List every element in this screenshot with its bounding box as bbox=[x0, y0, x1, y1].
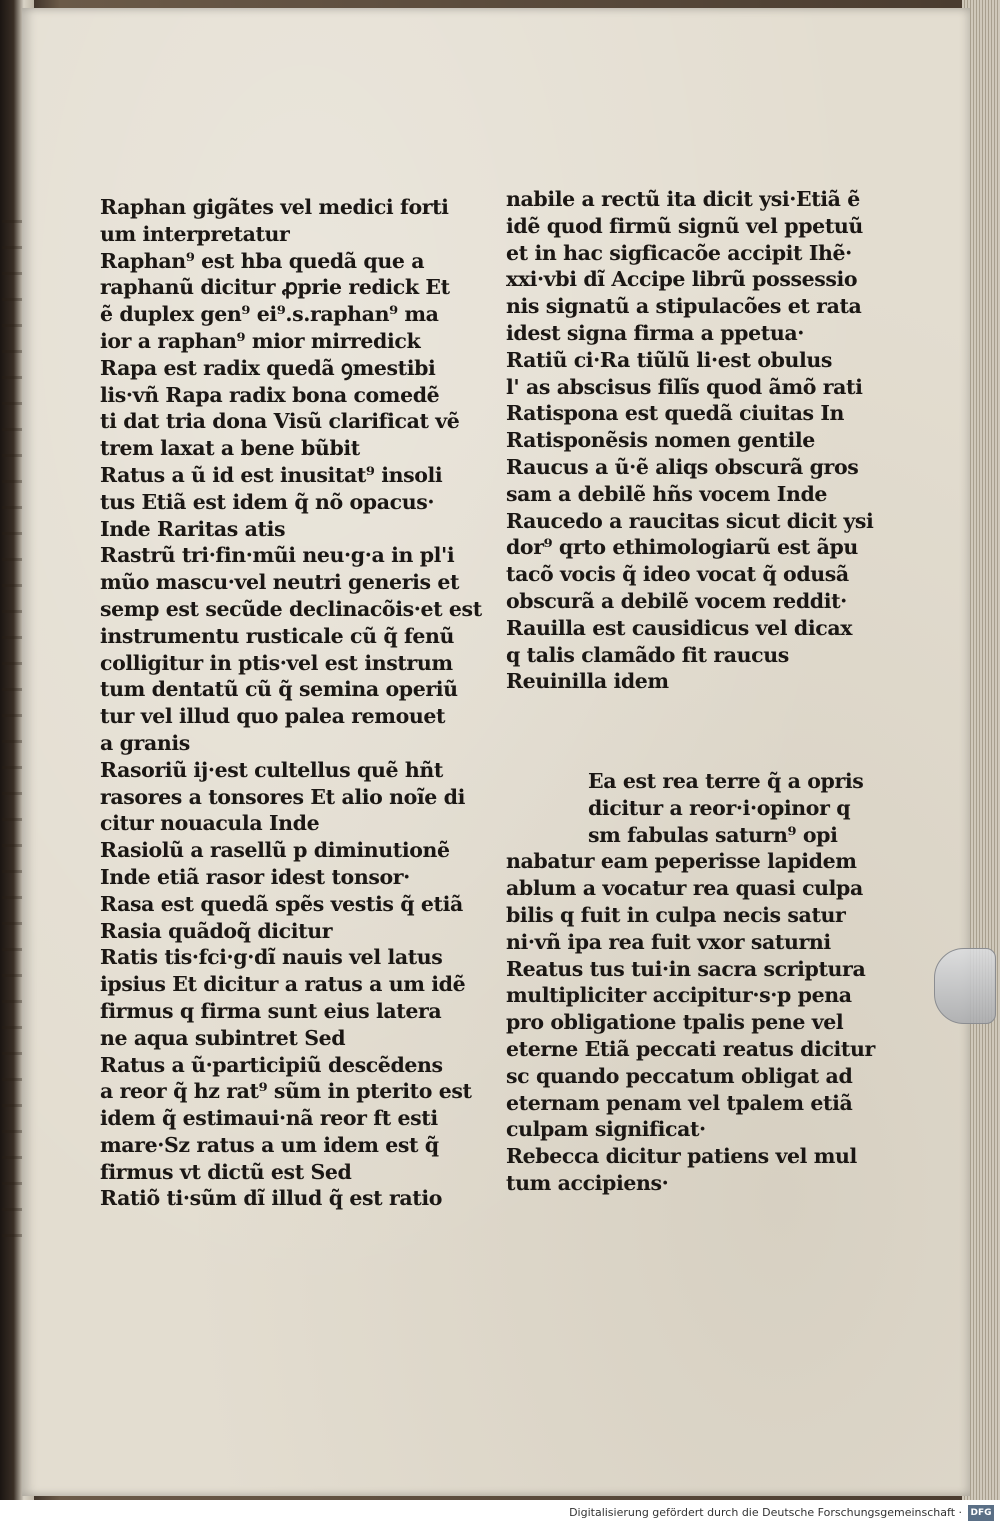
text-line: a granis bbox=[100, 730, 190, 755]
text-line: Rapa est radix quedã ꝯmestibi bbox=[100, 355, 436, 380]
text-line: nabatur eam peperisse lapidem bbox=[506, 849, 857, 874]
text-line: Rasoriũ ij·est cultellus quẽ hñt bbox=[100, 757, 443, 782]
page-clip bbox=[934, 948, 996, 1024]
left-text-column bbox=[100, 194, 482, 1212]
text-line: Ratus a ũ·participiũ descẽdens bbox=[100, 1052, 443, 1077]
text-line: ne aqua subintret Sed bbox=[100, 1025, 346, 1050]
text-line: bilis q fuit in culpa necis satur bbox=[506, 902, 846, 927]
footer-bar bbox=[0, 1500, 1000, 1527]
text-line: tus Etiã est idem q̃ nõ opacus· bbox=[100, 489, 435, 514]
text-line: Rastrũ tri·fin·mũi neu·g·a in pl'i bbox=[100, 543, 455, 568]
text-line: Rebecca dicitur patiens vel mul bbox=[506, 1144, 857, 1169]
text-line: tur vel illud quo palea remouet bbox=[100, 704, 446, 729]
text-line: tum accipiens· bbox=[506, 1170, 669, 1195]
text-line: firmus q firma sunt eius latera bbox=[100, 998, 442, 1023]
text-line: a reor q̃ hz rat⁹ sũm in pterito est bbox=[100, 1079, 472, 1104]
text-line: ti dat tria dona Visũ clarificat vẽ bbox=[100, 409, 460, 434]
text-line: Ratiũ ci·Ra tiũlũ li·est obulus bbox=[506, 347, 833, 372]
text-line: ipsius Et dicitur a ratus a um idẽ bbox=[100, 972, 466, 997]
text-line: rasores a tonsores Et alio noĩe di bbox=[100, 784, 465, 809]
facing-page-text-bleed bbox=[2, 220, 24, 1240]
text-line: tacõ vocis q̃ ideo vocat q̃ odusã bbox=[506, 562, 849, 587]
text-line: um interpretatur bbox=[100, 221, 290, 246]
footer-credit: Digitalisierung gefördert durch die Deutsche Forschungsgemeinschaft · bbox=[569, 1506, 962, 1519]
text-line: trem laxat a bene bũbit bbox=[100, 436, 360, 461]
text-line: l' as abscisus filĩs quod ãmõ rati bbox=[506, 374, 863, 399]
text-line: culpam significat· bbox=[506, 1117, 706, 1142]
text-line: eterne Etiã peccati reatus dicitur bbox=[506, 1036, 875, 1061]
text-line: semp est secũde declinacõis·et est bbox=[100, 596, 482, 621]
text-line: Reuinilla idem bbox=[506, 669, 669, 694]
text-line: dor⁹ qrto ethimologiarũ est ãpu bbox=[506, 535, 858, 560]
text-line: instrumentu rusticale cũ q̃ fenũ bbox=[100, 623, 455, 648]
text-line: Raucedo a raucitas sicut dicit ysi bbox=[506, 508, 874, 533]
text-line: mare·Sz ratus a um idem est q̃ bbox=[100, 1132, 439, 1157]
text-line: xxi·vbi dĩ Accipe librũ possessio bbox=[506, 267, 858, 292]
text-line: obscurã a debilẽ vocem reddit· bbox=[506, 588, 847, 613]
text-line: Reatus tus tui·in sacra scriptura bbox=[506, 956, 866, 981]
text-line: lis·vñ Rapa radix bona comedẽ bbox=[100, 382, 440, 407]
text-line: Rauilla est causidicus vel dicax bbox=[506, 615, 853, 640]
text-line: Raphan⁹ est hba quedã que a bbox=[100, 248, 425, 273]
text-line: q talis clamãdo fit raucus bbox=[506, 642, 789, 667]
text-line: idẽ quod firmũ signũ vel ppetuũ bbox=[506, 213, 863, 238]
text-line: idest signa firma a ppetua· bbox=[506, 320, 804, 345]
text-line: Raucus a ũ·ẽ aliqs obscurã gros bbox=[506, 454, 859, 479]
text-line: et in hac sigficacõe accipit Ihẽ· bbox=[506, 240, 852, 265]
text-line: ablum a vocatur rea quasi culpa bbox=[506, 876, 863, 901]
text-line: Inde etiã rasor idest tonsor· bbox=[100, 864, 410, 889]
text-line: sc quando peccatum obligat ad bbox=[506, 1063, 853, 1088]
text-line: Rasa est quedã spẽs vestis q̃ etiã bbox=[100, 891, 463, 916]
text-line: colligitur in ptis·vel est instrum bbox=[100, 650, 453, 675]
text-line: Rasia quãdoq̃ dicitur bbox=[100, 918, 333, 943]
text-line: nis signatũ a stipulacões et rata bbox=[506, 294, 862, 319]
text-line: idem q̃ estimaui·nã reor ft esti bbox=[100, 1106, 438, 1131]
text-line: ẽ duplex gen⁹ ei⁹.s.raphan⁹ ma bbox=[100, 302, 439, 327]
text-line: pro obligatione tpalis pene vel bbox=[506, 1010, 844, 1035]
text-line: raphanũ dicitur ꝓprie redick Et bbox=[100, 275, 450, 300]
text-line: Ratus a ũ id est inusitat⁹ insoli bbox=[100, 462, 443, 487]
book-page bbox=[22, 8, 970, 1496]
text-line: Ea est rea terre q̃ a opris bbox=[588, 769, 864, 793]
text-line: Ratispona est quedã ciuitas In bbox=[506, 401, 845, 426]
text-line: dicitur a reor·i·opinor q bbox=[588, 795, 851, 820]
text-line: firmus vt dictũ est Sed bbox=[100, 1159, 352, 1184]
text-line: multipliciter accipitur·s·p pena bbox=[506, 983, 852, 1008]
text-line: ior a raphan⁹ mior mirredick bbox=[100, 328, 421, 353]
text-line: Ratis tis·fci·g·dĩ nauis vel latus bbox=[100, 945, 443, 970]
text-line: sm fabulas saturn⁹ opi bbox=[588, 822, 838, 847]
text-line: citur nouacula Inde bbox=[100, 811, 320, 836]
text-line: Ratiõ ti·sũm dĩ illud q̃ est ratio bbox=[100, 1186, 442, 1211]
right-text-column bbox=[506, 186, 874, 695]
text-line: mũo mascu·vel neutri generis et bbox=[100, 570, 460, 595]
text-line: Inde Raritas atis bbox=[100, 516, 286, 541]
text-line: sam a debilẽ hñs vocem Inde bbox=[506, 481, 828, 506]
text-line: ni·vñ ipa rea fuit vxor saturni bbox=[506, 929, 831, 954]
text-line: nabile a rectũ ita dicit ysi·Etiã ẽ bbox=[506, 187, 860, 211]
dfg-logo: DFG bbox=[968, 1505, 994, 1521]
text-line: Rasiolũ a rasellũ p diminutionẽ bbox=[100, 838, 450, 863]
right-text-column-lower bbox=[506, 768, 875, 1197]
text-line: tum dentatũ cũ q̃ semina operiũ bbox=[100, 677, 458, 702]
text-line: eternam penam vel tpalem etiã bbox=[506, 1090, 853, 1115]
text-line: Raphan gigãtes vel medici forti bbox=[100, 195, 449, 219]
text-line: Ratisponẽsis nomen gentile bbox=[506, 428, 815, 453]
